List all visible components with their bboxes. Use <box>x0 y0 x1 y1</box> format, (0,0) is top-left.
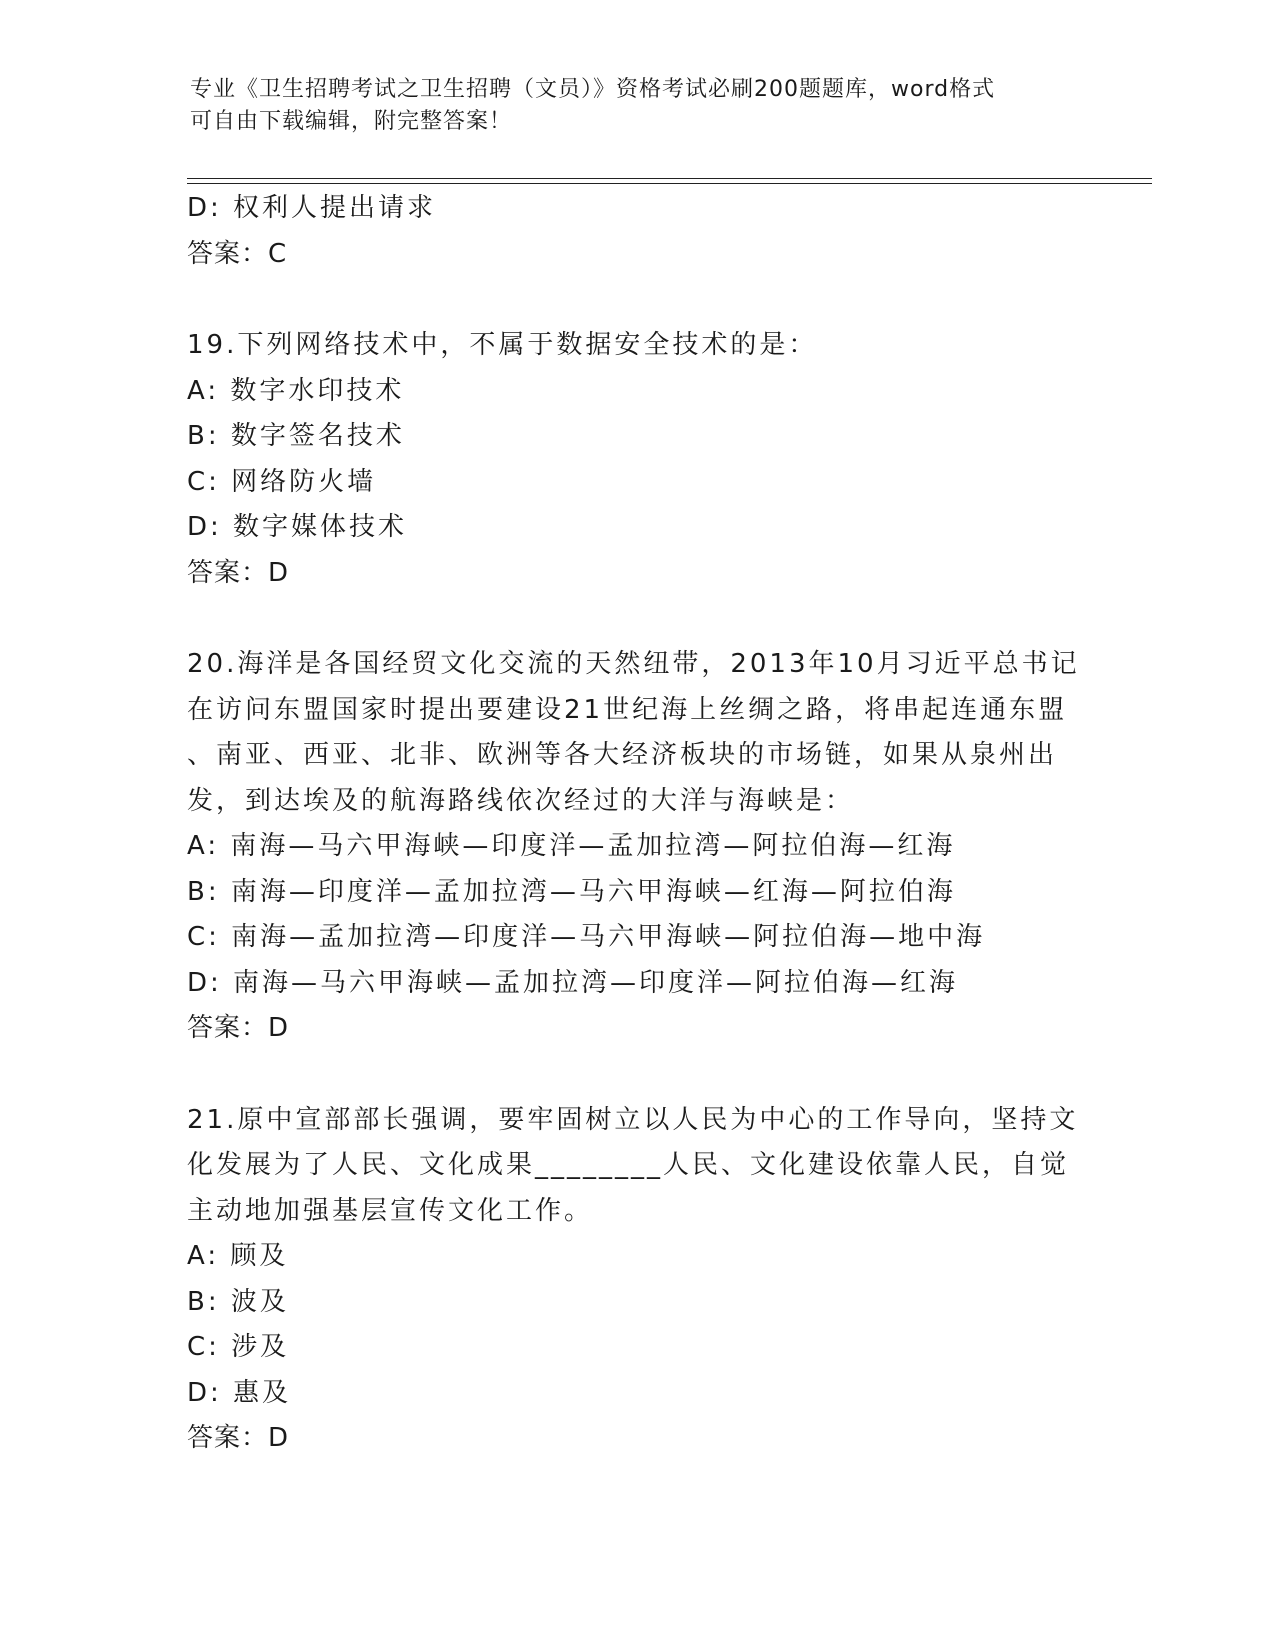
option-d: D: 惠及 <box>187 1377 292 1408</box>
answer: 答案：D <box>187 1423 290 1453</box>
question-stem-line: 21.原中宣部部长强调，要牢固树立以人民为中心的工作导向，坚持文 <box>187 1104 1079 1135</box>
document-header <box>190 74 1080 138</box>
question-stem-line: 在访问东盟国家时提出要建设21世纪海上丝绸之路，将串起连通东盟 <box>187 694 1068 725</box>
option-a: A: 数字水印技术 <box>187 375 405 406</box>
header-divider-bottom <box>187 183 1152 184</box>
header-line-2: 可自由下载编辑，附完整答案！ <box>190 109 513 134</box>
question-19 <box>187 323 1087 596</box>
option-d: D: 南海—马六甲海峡—孟加拉湾—印度洋—阿拉伯海—红海 <box>187 967 959 998</box>
answer: 答案：D <box>187 557 290 588</box>
option-c: C: 涉及 <box>187 1332 290 1362</box>
option-a: A: 顾及 <box>187 1241 289 1271</box>
option-b: B: 南海—印度洋—孟加拉湾—马六甲海峡—红海—阿拉伯海 <box>187 876 956 907</box>
question-20 <box>187 642 1087 1052</box>
question-stem-line: 发，到达埃及的航海路线依次经过的大洋与海峡是： <box>187 785 855 816</box>
option-b: B: 数字签名技术 <box>187 421 405 451</box>
previous-option-d: D: 权利人提出请求 <box>187 193 437 223</box>
question-stem-line: 主动地加强基层宣传文化工作。 <box>187 1195 594 1226</box>
question-stem-line: 19.下列网络技术中，不属于数据安全技术的是： <box>187 330 818 360</box>
document-body <box>187 186 1087 1462</box>
question-stem-line: 、南亚、西亚、北非、欧洲等各大经济板块的市场链，如果从泉州出 <box>187 740 1058 770</box>
option-c: C: 南海—孟加拉湾—印度洋—马六甲海峡—阿拉伯海—地中海 <box>187 922 986 952</box>
question-stem-line: 20.海洋是各国经贸文化交流的天然纽带，2013年10月习近平总书记 <box>187 649 1080 679</box>
question-21 <box>187 1098 1087 1462</box>
option-b: B: 波及 <box>187 1286 289 1317</box>
answer: 答案：D <box>187 1013 290 1043</box>
previous-answer: 答案：C <box>187 238 288 269</box>
header-line-1: 专业《卫生招聘考试之卫生招聘（文员）》资格考试必刷200题题库，word格式 <box>190 77 996 102</box>
option-c: C: 网络防火墙 <box>187 466 377 497</box>
option-d: D: 数字媒体技术 <box>187 512 408 542</box>
option-a: A: 南海—马六甲海峡—印度洋—孟加拉湾—阿拉伯海—红海 <box>187 831 956 861</box>
question-stem-line: 化发展为了人民、文化成果________人民、文化建设依靠人民，自觉 <box>187 1150 1070 1180</box>
header-divider-top <box>187 178 1152 179</box>
